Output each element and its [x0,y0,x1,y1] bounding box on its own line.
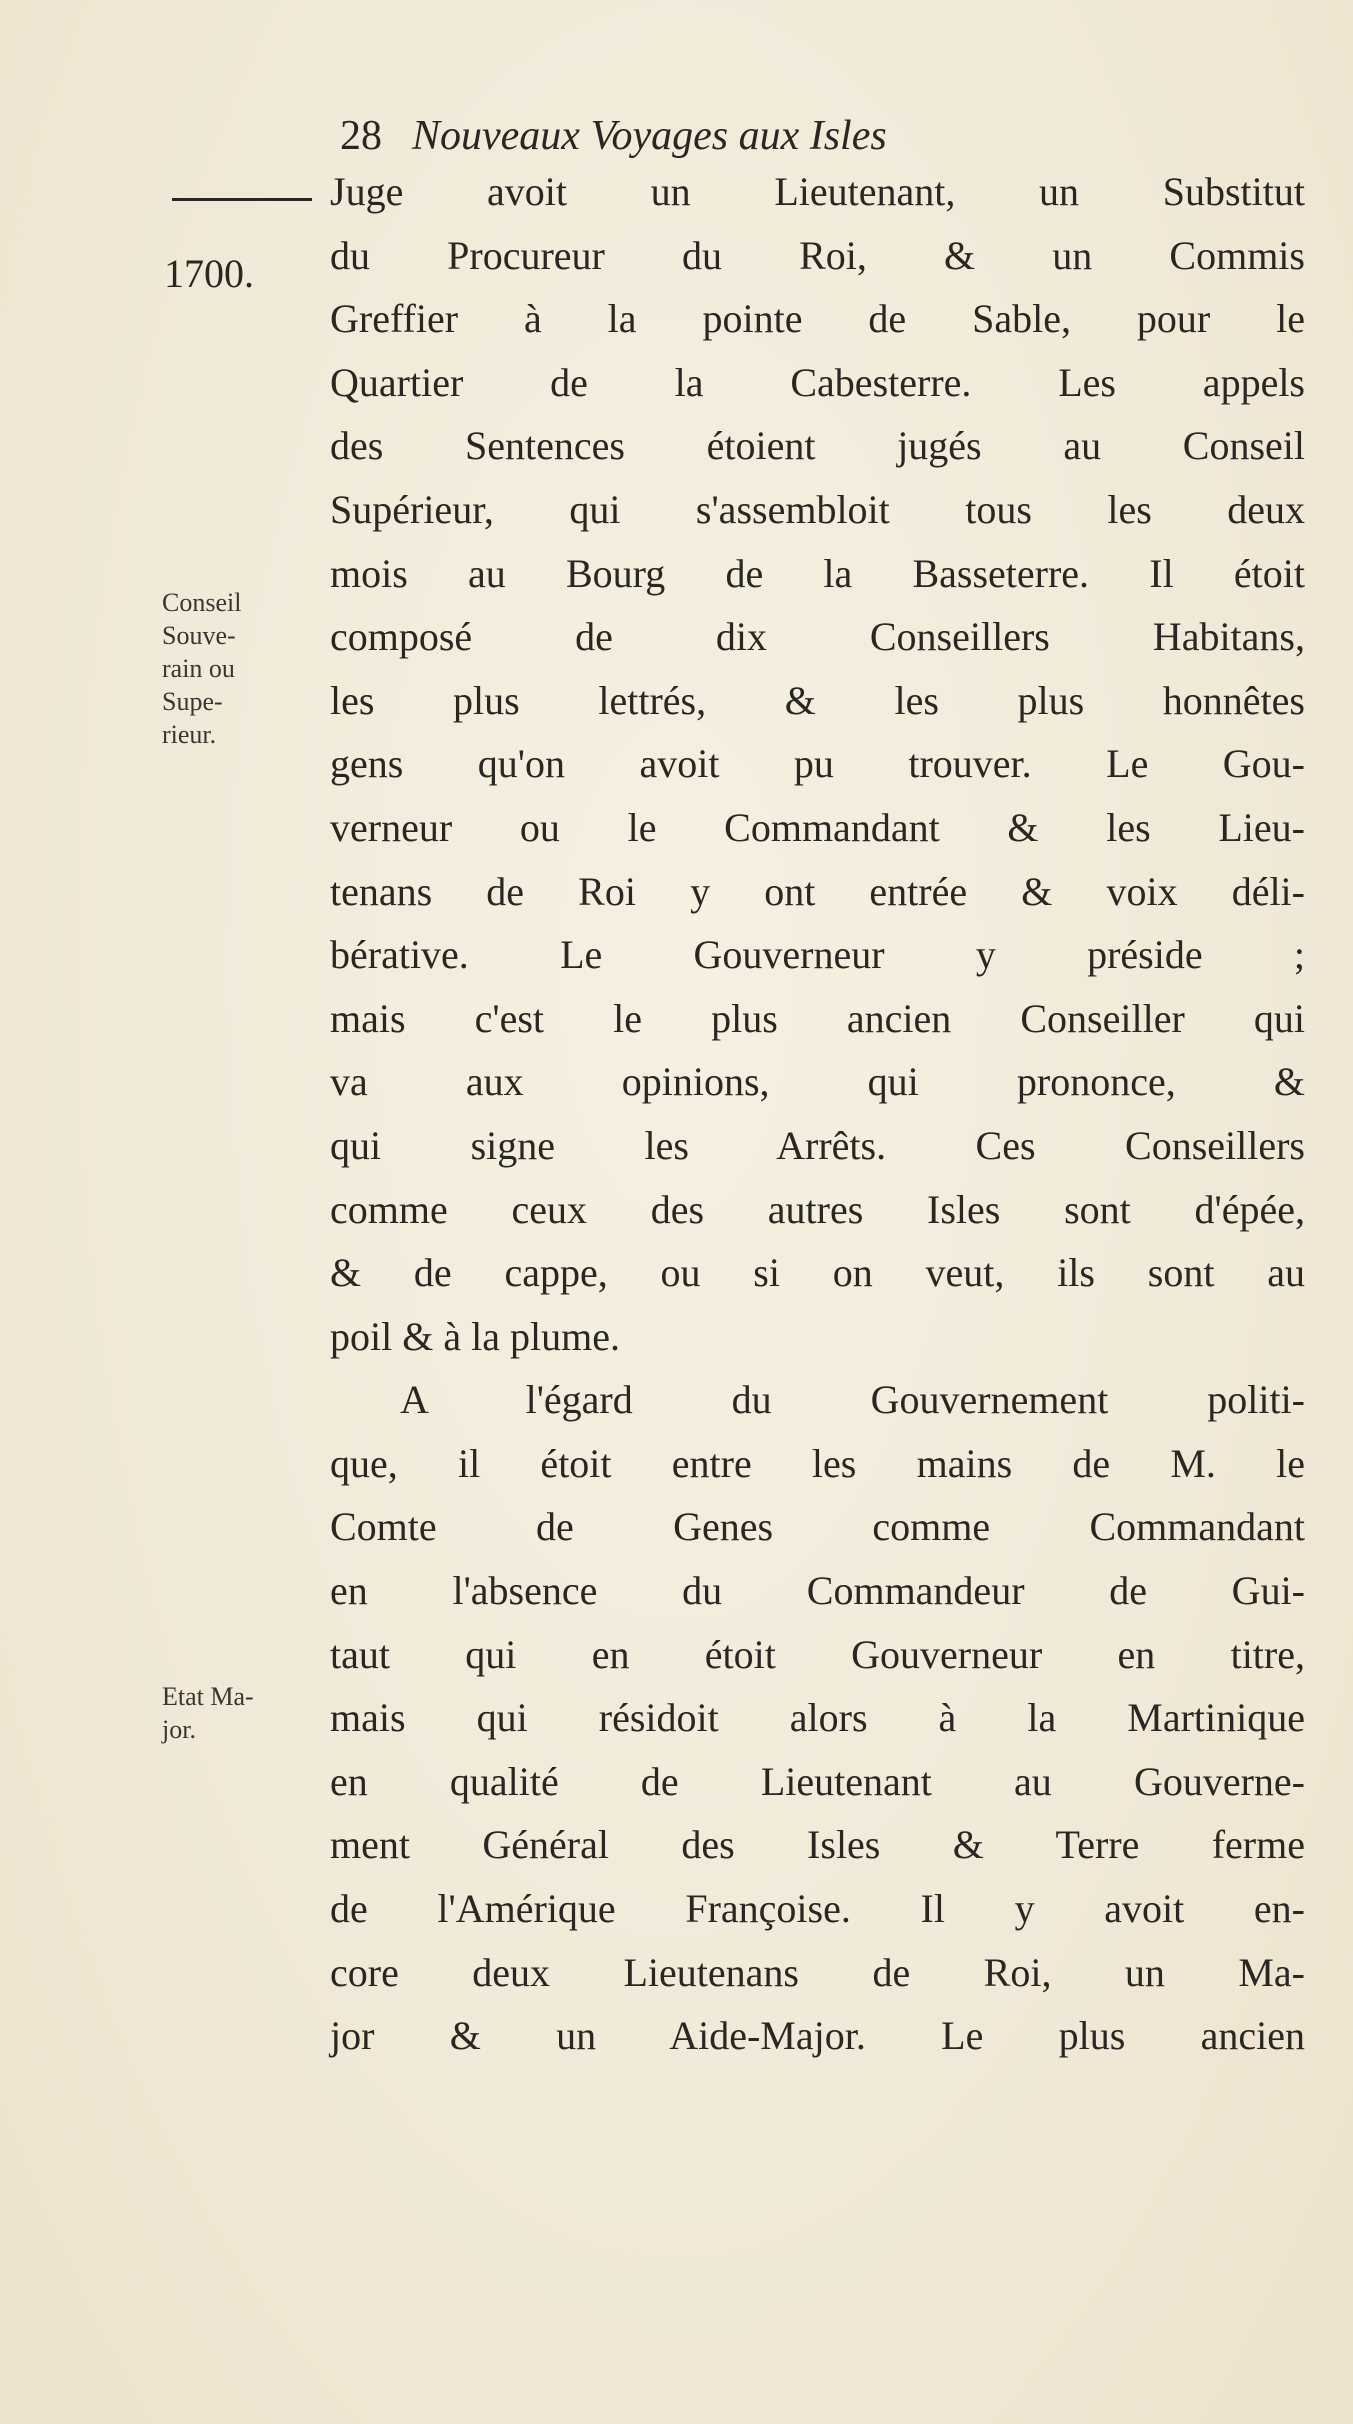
year-marker: 1700. [164,251,254,296]
text-line: jor & un Aide-Major. Le plus ancien [330,2013,1305,2059]
text-line: mais c'est le plus ancien Conseiller qui [330,995,1305,1041]
text-line: va aux opinions, qui prononce, & [330,1059,1305,1105]
text-line: les plus lettrés, & les plus honnêtes [330,677,1305,723]
text-line: Quartier de la Cabesterre. Les appels [330,359,1305,405]
margin-note-line: Supe- [162,687,223,716]
margin-note-line: rain ou [162,654,235,683]
text-line: taut qui en étoit Gouverneur en titre, [330,1631,1305,1677]
text-line: ment Général des Isles & Terre ferme [330,1822,1305,1868]
page-number: 28 [340,113,382,159]
text-line: tenans de Roi y ont entrée & voix déli- [330,868,1305,914]
text-line: comme ceux des autres Isles sont d'épée, [330,1186,1305,1232]
text-line: poil & à la plume. [330,1313,620,1359]
text-line: Comte de Genes comme Commandant [330,1504,1305,1550]
text-line: en l'absence du Commandeur de Gui- [330,1568,1305,1614]
text-line: Supérieur, qui s'assembloit tous les deux [330,486,1305,532]
margin-note-line: rieur. [162,720,217,749]
text-line: des Sentences étoient jugés au Conseil [330,423,1305,469]
text-line: mais qui résidoit alors à la Martinique [330,1695,1305,1741]
body-text [330,160,1305,2068]
text-line: A l'égard du Gouvernement politi- [400,1377,1305,1423]
text-line: composé de dix Conseillers Habitans, [330,614,1305,660]
text-line: que, il étoit entre les mains de M. le [330,1440,1305,1486]
text-line: en qualité de Lieutenant au Gouverne- [330,1758,1305,1804]
text-line: Juge avoit un Lieutenant, un Substitut [330,169,1305,214]
text-line: bérative. Le Gouverneur y préside ; [330,932,1305,978]
running-title: Nouveaux Voyages aux Isles [412,113,887,159]
text-line: Greffier à la pointe de Sable, pour le [330,296,1305,342]
margin-note-line: Etat Ma- [162,1682,254,1711]
text-line: mois au Bourg de la Basseterre. Il étoit [330,550,1305,596]
margin-dash-rule [172,198,312,201]
margin-note-conseil [162,586,241,751]
text-line: de l'Amérique Françoise. Il y avoit en- [330,1886,1305,1932]
margin-note-line: jor. [162,1715,196,1744]
text-line: du Procureur du Roi, & un Commis [330,232,1305,278]
margin-note-etat-major [162,1680,254,1746]
text-line: & de cappe, ou si on veut, ils sont au [330,1250,1305,1296]
text-line: core deux Lieutenans de Roi, un Ma- [330,1949,1305,1995]
margin-note-line: Souve- [162,621,236,650]
text-line: gens qu'on avoit pu trouver. Le Gou- [330,741,1305,787]
text-line: qui signe les Arrêts. Ces Conseillers [330,1122,1305,1168]
text-line: verneur ou le Commandant & les Lieu- [330,804,1305,850]
margin-note-line: Conseil [162,588,242,617]
